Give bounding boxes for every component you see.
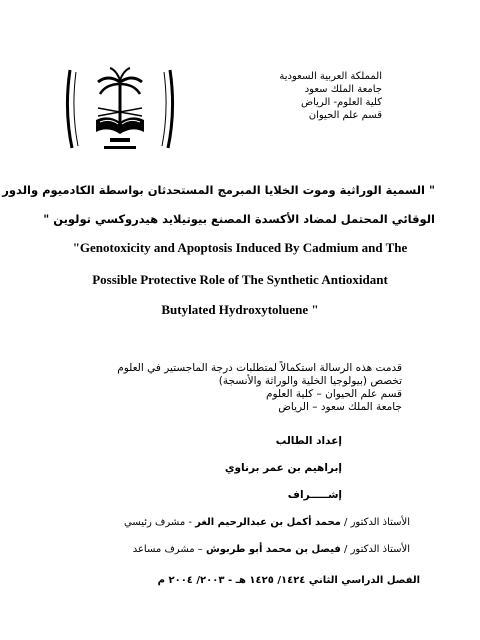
university-logo-icon [60,62,180,160]
supervision-label: إشـــــراف [287,489,342,501]
header-line-university: جامعة الملك سعود [304,84,382,95]
thesis-line-specialization: تخصص (بيولوجيا الخلية والوراثة والأنسجة) [218,375,402,387]
supervisor-assistant [133,544,410,555]
supervisor-assistant-prefix: الأستاذ الدكتور / [340,544,410,555]
prepared-by-label: إعداد الطالب [275,435,342,447]
thesis-line-university: جامعة الملك سعود – الرياض [278,401,402,413]
title-arabic-line-2: الوقائي المحتمل لمضاد الأكسدة المصنع بيوتيلايد هيدروكسي تولوين " [43,212,435,226]
header-line-kingdom: المملكة العربية السعودية [279,71,382,82]
header-line-college: كلية العلوم- الرياض [301,97,382,108]
title-english-line-1: "Genotoxicity and Apoptosis Induced By Cadmium and The [72,240,408,255]
supervisor-assistant-role: – مشرف مساعد [132,544,206,555]
title-english-line-3: Butylated Hydroxytoluene " [161,302,319,317]
semester-date: الفصل الدراسي الثاني ١٤٢٤/ ١٤٢٥ هـ - ٢٠٠٣/ ٢٠٠٤ م [157,575,420,586]
thesis-statement-block [117,362,402,414]
supervisor-main [124,517,410,528]
thesis-line-department: قسم علم الحيوان – كلية العلوم [265,388,402,400]
supervisor-main-role: - مشرف رئيسي [123,517,196,528]
title-arabic-line-1: " السمية الوراثية وموت الخلايا المبرمج المستحدثان بواسطة الكادميوم والدور [2,183,435,197]
title-english-line-2: Possible Protective Role of The Synthetic Antioxidant [92,272,388,287]
supervisor-assistant-name: فيصل بن محمد أبو طربوش [205,544,341,555]
thesis-line-requirement: قدمت هذه الرسالة استكمالاً لمتطلبات درجة الماجستير في العلوم [117,362,402,374]
student-name: إبراهيم بن عمر برناوي [224,462,342,474]
header-institution-block [279,70,382,122]
supervisor-main-prefix: الأستاذ الدكتور / [340,517,410,528]
supervisor-main-name: محمد أكمل بن عبدالرحيم الغر [195,517,341,528]
header-line-department: قسم علم الحيوان [308,110,382,121]
